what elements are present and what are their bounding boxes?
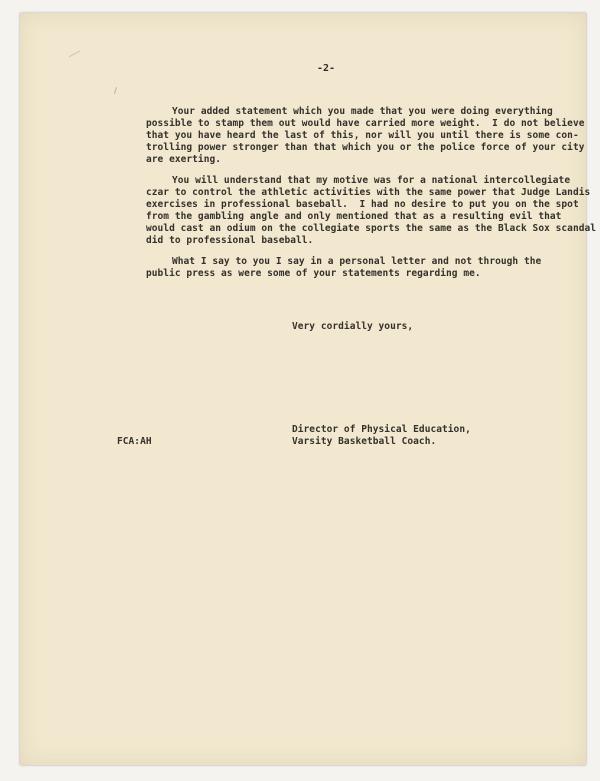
- signature-title-2: Varsity Basketball Coach.: [292, 436, 437, 447]
- paragraph-2-line-6: did to professional baseball.: [146, 235, 314, 246]
- pencil-mark: [69, 51, 83, 63]
- page-number: -2-: [316, 63, 336, 74]
- paragraph-2-line-4: from the gambling angle and only mentioned that as a resulting evil that: [146, 211, 562, 222]
- paragraph-1-line-4: trolling power stronger than that which you or the police force of your city: [146, 142, 585, 153]
- paragraph-2-line-2: czar to control the athletic activities with the same power that Judge Landis: [146, 187, 591, 198]
- paragraph-3-line-2: public press as were some of your statements regarding me.: [146, 268, 481, 279]
- reference-initials: FCA:AH: [117, 436, 152, 447]
- paragraph-2-line-3: exercises in professional baseball. I had no desire to put you on the spot: [146, 199, 579, 210]
- paragraph-1-line-5: are exerting.: [146, 154, 222, 165]
- paragraph-3-line-1: What I say to you I say in a personal letter and not through the: [172, 256, 542, 267]
- signature-title-1: Director of Physical Education,: [292, 424, 471, 435]
- letter-page: [20, 13, 597, 765]
- paragraph-2-line-5: would cast an odium on the collegiate sports the same as the Black Sox scandal: [146, 223, 597, 234]
- paragraph-1-line-2: possible to stamp them out would have carried more weight. I do not believe: [146, 118, 585, 129]
- paragraph-2-line-1: You will understand that my motive was for a national intercollegiate: [172, 175, 571, 186]
- pencil-tick: [114, 87, 117, 94]
- closing: Very cordially yours,: [292, 321, 414, 332]
- paragraph-1-line-3: that you have heard the last of this, nor will you until there is some con-: [146, 130, 579, 141]
- paragraph-1-line-1: Your added statement which you made that you were doing everything: [172, 106, 553, 117]
